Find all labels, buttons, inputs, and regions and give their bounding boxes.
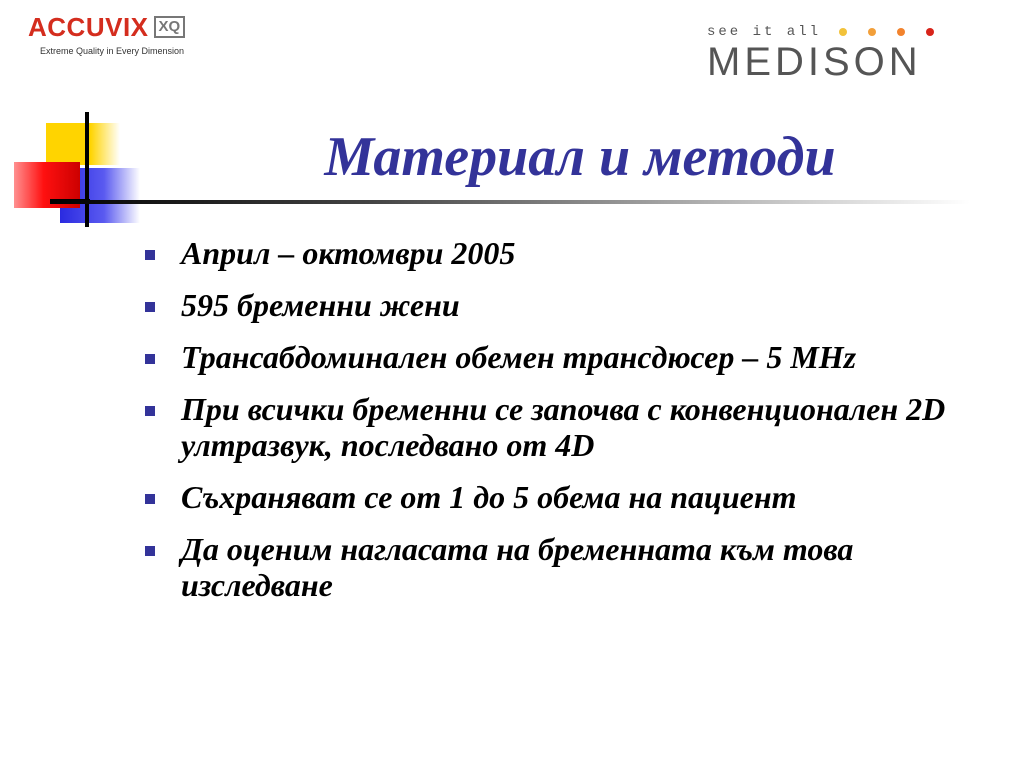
bullet-item [145, 531, 1005, 603]
bullet-item [145, 479, 1005, 515]
bullet-text: При всички бременни се започва с конвенционален 2D ултразвук, последвано от 4D [181, 391, 946, 463]
bullet-text: Да оценим нагласата на бременната към това изследване [181, 531, 854, 603]
title-divider [50, 200, 970, 204]
bullet-item [145, 339, 1005, 375]
square-bullet-icon [145, 494, 155, 504]
square-bullet-icon [145, 354, 155, 364]
medison-dots [839, 28, 955, 36]
square-bullet-icon [145, 546, 155, 556]
square-bullet-icon [145, 302, 155, 312]
square-bullet-icon [145, 250, 155, 260]
bullet-item [145, 391, 1005, 463]
medison-tagline: see it all [707, 24, 822, 40]
bullet-text: 595 бременни жени [181, 287, 460, 323]
medison-dot [897, 28, 905, 36]
bullet-item [145, 287, 1005, 323]
accuvix-xq-badge: XQ [154, 16, 186, 38]
slide-decoration [0, 0, 160, 240]
accuvix-wordmark: ACCUVIX [28, 12, 149, 42]
slide-title: Материал и методи [324, 126, 836, 188]
medison-dot [839, 28, 847, 36]
medison-dot [868, 28, 876, 36]
bullet-text: Съхраняват се от 1 до 5 обема на пациент [181, 479, 797, 515]
accuvix-tagline: Extreme Quality in Every Dimension [40, 46, 185, 56]
medison-logo [707, 24, 969, 82]
bullet-item [145, 235, 1005, 271]
bullet-list [145, 235, 1005, 619]
bullet-text: Април – октомври 2005 [181, 235, 516, 271]
medison-wordmark: MEDISON [707, 40, 922, 84]
bullet-text: Трансабдоминален обемен трансдюсер – 5 MHz [181, 339, 857, 375]
medison-dot [926, 28, 934, 36]
square-bullet-icon [145, 406, 155, 416]
